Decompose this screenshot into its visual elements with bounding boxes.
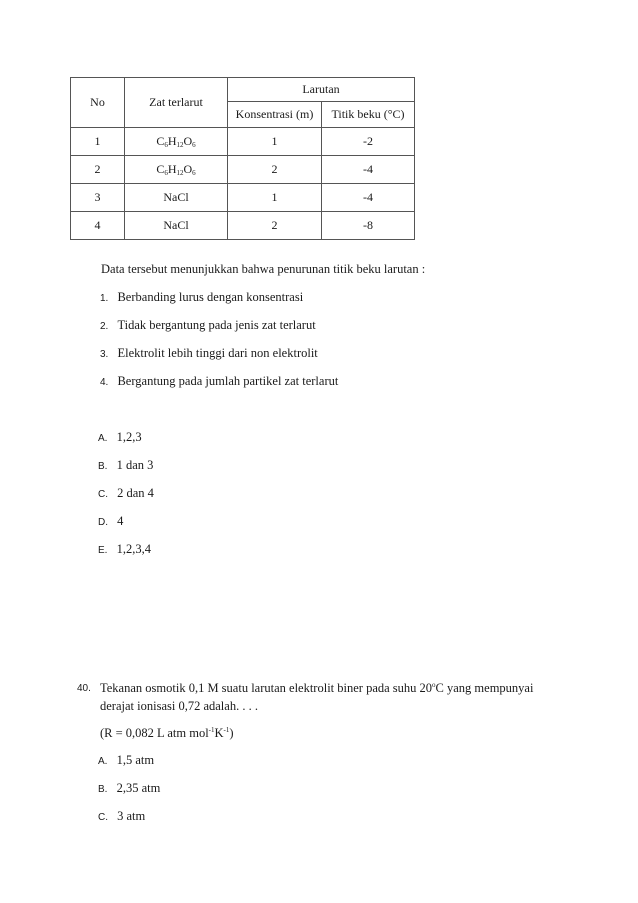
cell-titik-beku: -4 (322, 156, 415, 184)
table-row (71, 128, 415, 156)
statement-item: 2. Tidak bergantung pada jenis zat terlarut (100, 318, 316, 332)
answer-option-b[interactable]: B. 2,35 atm (98, 781, 161, 795)
table-row (71, 212, 415, 240)
data-table (70, 77, 415, 240)
question-text-line-1: Tekanan osmotik 0,1 M suatu larutan elektrolit biner pada suhu 20$^o$C yang mempunyai (100, 681, 534, 695)
answer-option-a[interactable]: A. 1,5 atm (98, 753, 155, 767)
table-row (71, 156, 415, 184)
cell-konsentrasi: 2 (228, 212, 322, 240)
cell-titik-beku: -2 (322, 128, 415, 156)
header-titik-beku: Titik beku (°C) (322, 102, 415, 128)
answer-option-c[interactable]: C. 3 atm (98, 809, 146, 823)
gas-constant-note: (R = 0,082 L atm $mol^{-1}K^{-1}$) (100, 726, 234, 740)
cell-titik-beku: -8 (322, 212, 415, 240)
answer-option-d[interactable]: D. 4 (98, 514, 124, 528)
cell-no: 4 (71, 212, 125, 240)
cell-no: 1 (71, 128, 125, 156)
statement-item: 1. Berbanding lurus dengan konsentrasi (100, 290, 304, 304)
cell-no: 2 (71, 156, 125, 184)
statement-item: 4. Bergantung pada jumlah partikel zat terlarut (100, 374, 339, 388)
statement-item: 3. Elektrolit lebih tinggi dari non elektrolit (100, 346, 318, 360)
header-zat-terlarut: Zat terlarut (125, 78, 228, 128)
cell-titik-beku: -4 (322, 184, 415, 212)
cell-zat: $C_6H_{12}O_6$ (125, 128, 228, 156)
cell-konsentrasi: 2 (228, 156, 322, 184)
header-larutan: Larutan (228, 78, 415, 102)
answer-option-c[interactable]: C. 2 dan 4 (98, 486, 154, 500)
header-konsentrasi: Konsentrasi (m) (228, 102, 322, 128)
table-row (71, 184, 415, 212)
question-text-line-2: derajat ionisasi 0,72 adalah. . . . (100, 699, 258, 713)
cell-no: 3 (71, 184, 125, 212)
question-stem: Data tersebut menunjukkan bahwa penurunan titik beku larutan : (101, 262, 426, 276)
answer-option-e[interactable]: E. 1,2,3,4 (98, 542, 151, 556)
question-number: 40. (77, 683, 91, 694)
cell-konsentrasi: 1 (228, 184, 322, 212)
cell-zat: NaCl (125, 184, 228, 212)
answer-option-b[interactable]: B. 1 dan 3 (98, 458, 154, 472)
cell-konsentrasi: 1 (228, 128, 322, 156)
cell-zat: NaCl (125, 212, 228, 240)
answer-option-a[interactable]: A. 1,2,3 (98, 430, 142, 444)
header-no: No (71, 78, 125, 128)
cell-zat: $C_6H_{12}O_6$ (125, 156, 228, 184)
